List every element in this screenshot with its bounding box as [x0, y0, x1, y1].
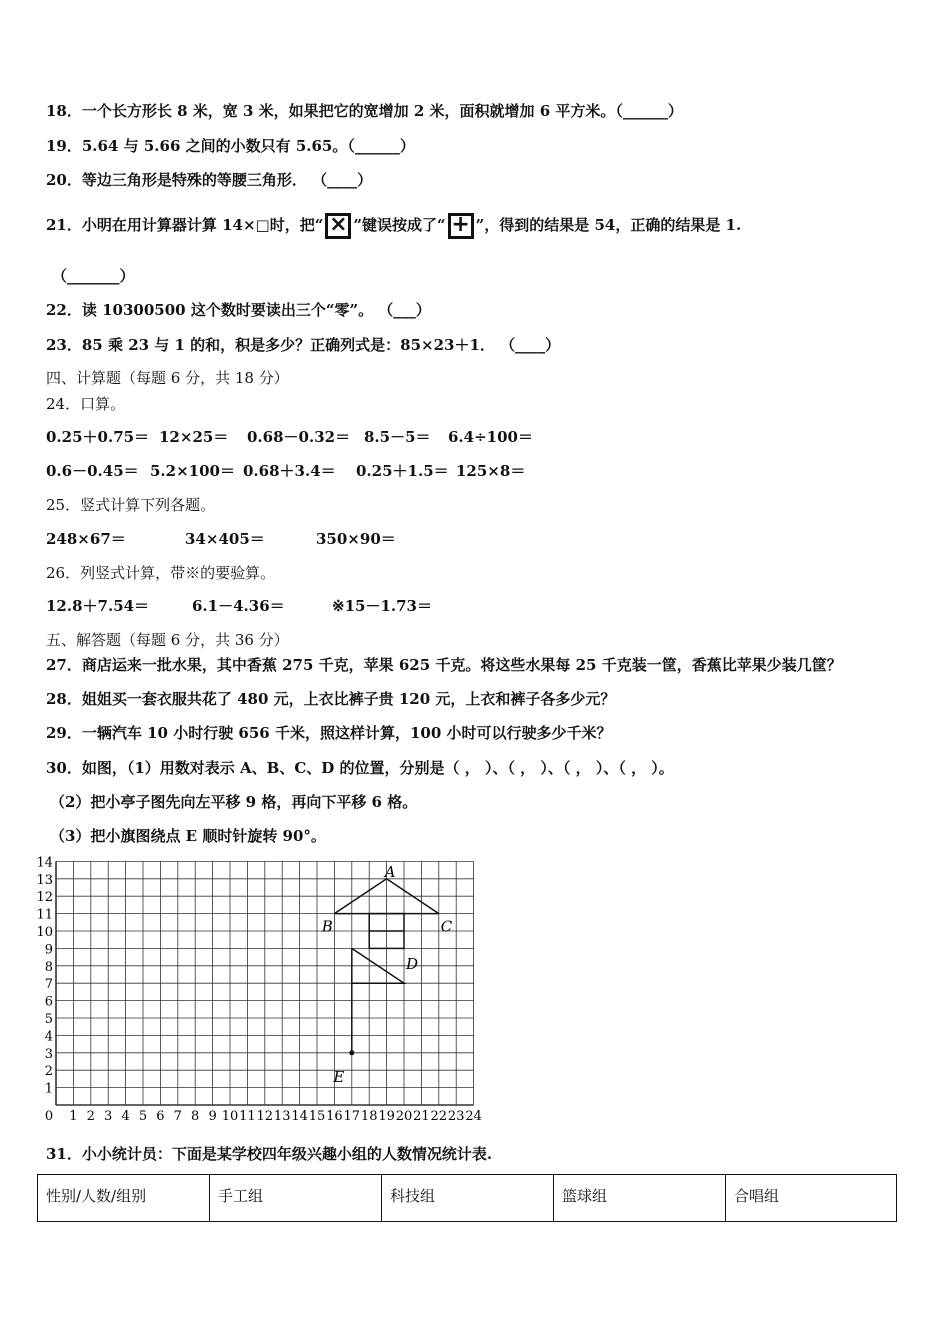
y-tick-label: 3 [44, 1046, 53, 1062]
calc-item: ※15－1.73＝ [332, 597, 432, 615]
x-tick-label: 11 [239, 1109, 256, 1124]
question-21 [46, 210, 741, 240]
x-axis-ticks [45, 1109, 482, 1124]
interest-group-table [37, 1174, 897, 1222]
calc-item: 0.25＋1.5＝ [356, 462, 449, 480]
calc-item: 0.68＋3.4＝ [243, 462, 336, 480]
x-tick-label: 20 [395, 1109, 413, 1124]
x-tick-label: 12 [256, 1109, 274, 1124]
x-tick-label: 14 [291, 1109, 308, 1124]
x-tick-label: 2 [86, 1109, 95, 1124]
question-24-title: 24．口算。 [46, 395, 126, 413]
section-4-heading: 四、计算题（每题 6 分，共 18 分） [46, 369, 289, 387]
calc-item: 0.68－0.32＝ [247, 428, 351, 446]
x-tick-label: 3 [104, 1109, 113, 1124]
calc-item: 12×25＝ [159, 428, 229, 446]
question-27: 27．商店运来一批水果，其中香蕉 275 千克，苹果 625 千克。将这些水果每 25 千克装一筐，香蕉比苹果少装几筐？ [46, 656, 842, 674]
question-31-title: 31．小小统计员：下面是某学校四年级兴趣小组的人数情况统计表. [46, 1145, 493, 1163]
y-tick-label: 9 [44, 942, 53, 958]
x-tick-label: 18 [360, 1109, 378, 1124]
x-tick-label: 4 [121, 1109, 130, 1124]
table-header-row [38, 1175, 897, 1222]
question-30-line-3: （3）把小旗图绕点 E 顺时针旋转 90°。 [50, 827, 326, 845]
x-tick-label: 21 [413, 1109, 430, 1124]
point-e-dot [349, 1050, 354, 1055]
question-20: 20．等边三角形是特殊的等腰三角形． （____） [46, 171, 373, 189]
question-25-items [46, 529, 396, 549]
question-21-text-2: ”键误按成了“ [353, 216, 446, 234]
question-21-text-3: ”，得到的结果是 54，正确的结果是 1. [475, 216, 742, 234]
x-tick-label: 8 [191, 1109, 200, 1124]
x-tick-label: 9 [208, 1109, 217, 1124]
x-tick-label: 19 [378, 1109, 395, 1124]
question-28: 28．姐姐买一套衣服共花了 480 元，上衣比裤子贵 120 元，上衣和裤子各多少元？ [46, 690, 616, 708]
question-18: 18．一个长方形长 8 米，宽 3 米，如果把它的宽增加 2 米，面积就增加 6 平方米。（______） [46, 102, 683, 120]
table-header-cell: 科技组 [382, 1175, 554, 1222]
table-header-cell: 手工组 [210, 1175, 382, 1222]
question-24-row-1 [46, 427, 533, 447]
calc-item: 6.4÷100＝ [448, 428, 533, 446]
calc-item: 0.6－0.45＝ [46, 462, 139, 480]
x-tick-label: 17 [343, 1109, 361, 1124]
y-tick-label: 7 [44, 977, 53, 993]
section-5-heading: 五、解答题（每题 6 分，共 36 分） [46, 631, 289, 649]
question-21-text-1: 21．小明在用计算器计算 14×□时，把“ [46, 216, 324, 234]
x-tick-label: 23 [447, 1109, 465, 1124]
y-tick-label: 11 [36, 907, 53, 923]
y-axis-ticks [36, 855, 53, 1096]
y-tick-label: 5 [44, 1012, 53, 1027]
plus-key-icon: + [448, 213, 474, 239]
question-19: 19．5.64 与 5.66 之间的小数只有 5.65。（______） [46, 137, 415, 155]
table-header-cell: 篮球组 [554, 1175, 726, 1222]
y-tick-label: 12 [36, 890, 53, 906]
x-tick-label: 22 [430, 1109, 448, 1124]
question-26-items [46, 596, 432, 616]
grid-lines [56, 861, 474, 1105]
question-21-answer: （_______） [52, 267, 135, 285]
x-tick-label: 24 [465, 1109, 482, 1124]
table-header-cell: 性别/人数/组别 [38, 1175, 210, 1222]
y-tick-label: 1 [44, 1081, 53, 1097]
x-tick-label: 15 [308, 1109, 326, 1124]
question-30-line-2: （2）把小亭子图先向左平移 9 格，再向下平移 6 格。 [50, 793, 418, 811]
x-tick-label: 10 [221, 1109, 239, 1124]
question-30-line-1: 30．如图，（1）用数对表示 A、B、C、D 的位置，分别是（ ， ）、（ ， ）、（ ， ）、（ ， ）。 [46, 759, 674, 777]
table-header-cell: 合唱组 [726, 1175, 897, 1222]
y-tick-label: 6 [44, 994, 53, 1010]
point-label-b: B [321, 917, 333, 936]
calc-item: 8.5－5＝ [364, 428, 431, 446]
y-tick-label: 4 [44, 1029, 53, 1045]
calc-item: 0.25＋0.75＝ [46, 428, 150, 446]
y-tick-label: 2 [44, 1064, 53, 1080]
x-tick-label: 0 [44, 1109, 54, 1124]
coordinate-grid [36, 855, 490, 1127]
calc-item: 350×90＝ [316, 530, 396, 548]
x-tick-label: 5 [138, 1109, 148, 1124]
calc-item: 5.2×100＝ [150, 462, 235, 480]
point-label-a: A [384, 862, 396, 881]
x-tick-label: 1 [69, 1109, 78, 1124]
y-tick-label: 8 [44, 959, 53, 975]
point-label-d: D [406, 954, 419, 973]
y-tick-label: 10 [36, 925, 53, 940]
question-22: 22．读 10300500 这个数时要读出三个“零”。 （___） [46, 301, 431, 319]
question-25-title: 25．竖式计算下列各题。 [46, 496, 216, 514]
x-tick-label: 6 [156, 1109, 165, 1124]
calc-item: 12.8＋7.54＝ [46, 597, 150, 615]
calc-item: 6.1－4.36＝ [192, 597, 285, 615]
question-23: 23．85 乘 23 与 1 的和，积是多少？正确列式是：85×23＋1． （____） [46, 336, 561, 354]
x-tick-label: 16 [326, 1109, 343, 1124]
y-tick-label: 14 [36, 855, 53, 871]
x-tick-label: 7 [173, 1109, 182, 1124]
point-label-e: E [333, 1068, 345, 1087]
y-tick-label: 13 [36, 872, 53, 888]
question-24-row-2 [46, 461, 525, 481]
multiply-key-icon: × [325, 213, 351, 239]
calc-item: 248×67＝ [46, 530, 126, 548]
calc-item: 34×405＝ [185, 530, 265, 548]
point-label-c: C [440, 917, 453, 936]
question-29: 29．一辆汽车 10 小时行驶 656 千米，照这样计算，100 小时可以行驶多少千米？ [46, 724, 612, 742]
x-tick-label: 13 [273, 1109, 291, 1124]
question-26-title: 26．列竖式计算，带※的要验算。 [46, 564, 276, 582]
calc-item: 125×8＝ [456, 462, 526, 480]
